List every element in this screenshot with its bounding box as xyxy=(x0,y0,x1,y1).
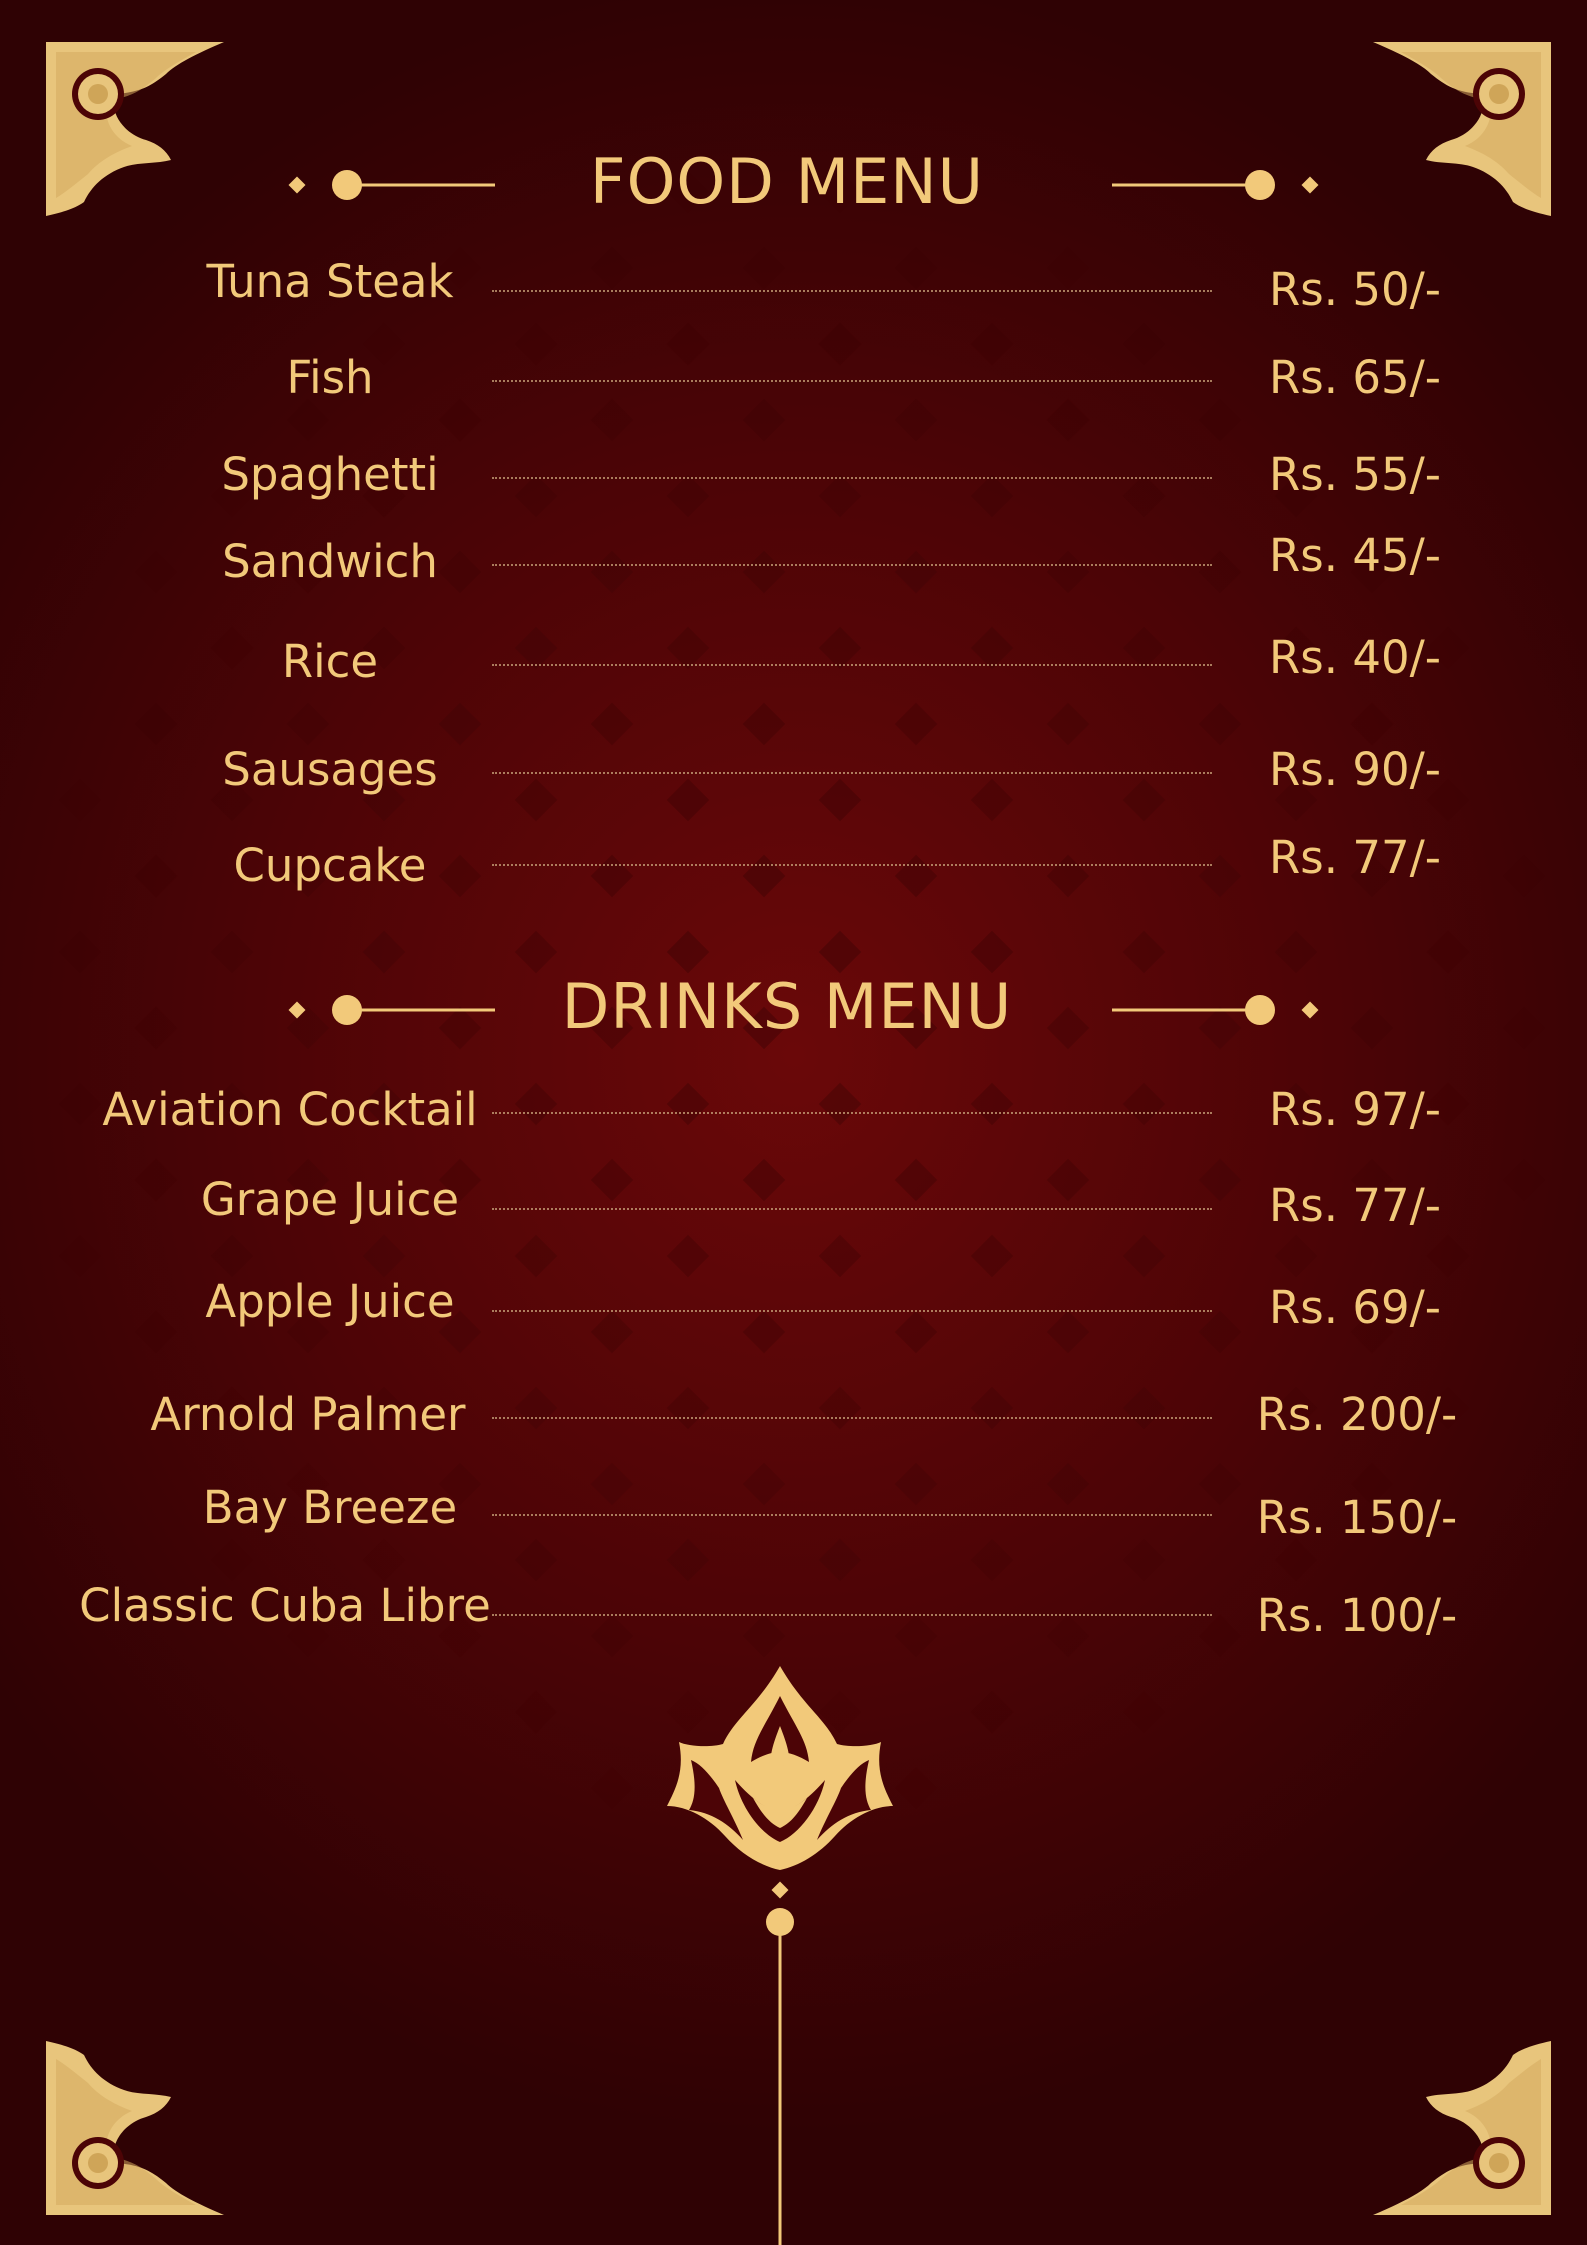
background-diamond xyxy=(363,931,405,973)
background-diamond xyxy=(1351,703,1393,745)
drink-item-price: Rs. 100/- xyxy=(1256,1589,1458,1642)
drink-item-name: Classic Cuba Libre xyxy=(79,1579,491,1632)
food-item-row xyxy=(0,348,1587,408)
drink-item-row xyxy=(0,1385,1587,1445)
lotus-icon xyxy=(665,1660,895,2245)
background-diamond xyxy=(895,1767,937,1809)
background-diamond xyxy=(667,931,709,973)
dotted-leader xyxy=(492,477,1212,479)
food-item-price: Rs. 50/- xyxy=(1269,263,1441,316)
drink-item-row xyxy=(0,1080,1587,1140)
dotted-leader xyxy=(492,664,1212,666)
dotted-leader xyxy=(492,1112,1212,1114)
drink-item-price: Rs. 69/- xyxy=(1269,1281,1441,1334)
background-diamond xyxy=(1351,1007,1393,1049)
ornate-corner-icon xyxy=(1371,2040,1551,2215)
dotted-leader xyxy=(492,1514,1212,1516)
food-item-price: Rs. 55/- xyxy=(1269,448,1441,501)
background-diamond xyxy=(363,1539,405,1581)
background-diamond xyxy=(1427,931,1469,973)
background-diamond xyxy=(439,703,481,745)
food-item-name: Rice xyxy=(281,635,379,688)
food-item-price: Rs. 65/- xyxy=(1269,351,1441,404)
background-diamond xyxy=(515,1235,557,1277)
background-diamond xyxy=(971,1235,1013,1277)
background-diamond xyxy=(971,1539,1013,1581)
background-diamond xyxy=(135,1007,177,1049)
food-item-name: Sandwich xyxy=(222,535,438,588)
background-diamond xyxy=(1047,1007,1089,1049)
drink-item-name: Grape Juice xyxy=(200,1173,460,1226)
drink-item-price: Rs. 77/- xyxy=(1269,1179,1441,1232)
food-item-name: Sausages xyxy=(222,743,438,796)
background-diamond xyxy=(1047,703,1089,745)
background-diamond xyxy=(819,1235,861,1277)
background-diamond xyxy=(819,931,861,973)
background-diamond xyxy=(971,931,1013,973)
ornate-corner-icon xyxy=(46,2040,226,2215)
dot-line-divider-icon xyxy=(1110,170,1320,200)
food-item-name: Spaghetti xyxy=(221,448,439,501)
background-diamond xyxy=(135,703,177,745)
drink-item-row xyxy=(0,1579,1587,1642)
drinks-menu-title: DRINKS MENU xyxy=(561,970,1013,1043)
background-diamond xyxy=(515,1539,557,1581)
drink-item-price: Rs. 150/- xyxy=(1256,1491,1458,1544)
dot-line-divider-icon xyxy=(287,170,497,200)
dotted-leader xyxy=(492,1417,1212,1419)
ornate-corner-icon xyxy=(1371,42,1551,217)
drink-item-name: Arnold Palmer xyxy=(150,1388,466,1441)
food-item-price: Rs. 40/- xyxy=(1269,631,1441,684)
background-diamond xyxy=(211,1539,253,1581)
background-diamond xyxy=(895,703,937,745)
drink-item-row xyxy=(0,1173,1587,1236)
dotted-leader xyxy=(492,380,1212,382)
background-diamond xyxy=(1199,703,1241,745)
background-diamond xyxy=(211,1235,253,1277)
background-diamond xyxy=(591,1767,633,1809)
background-diamond xyxy=(1427,1235,1469,1277)
dotted-leader xyxy=(492,1208,1212,1210)
drink-item-row xyxy=(0,1482,1587,1542)
background-diamond xyxy=(59,931,101,973)
background-diamond xyxy=(1123,931,1165,973)
dotted-leader xyxy=(492,564,1212,566)
ornate-corner-icon xyxy=(46,42,226,217)
food-item-name: Cupcake xyxy=(233,839,427,892)
background-diamond xyxy=(743,703,785,745)
dotted-leader xyxy=(492,290,1212,292)
background-diamond xyxy=(1123,1539,1165,1581)
food-item-row xyxy=(0,632,1587,692)
food-item-price: Rs. 77/- xyxy=(1269,831,1441,884)
food-item-row xyxy=(0,445,1587,505)
drink-item-price: Rs. 200/- xyxy=(1256,1388,1458,1441)
food-item-row xyxy=(0,832,1587,892)
background-diamond xyxy=(287,703,329,745)
dotted-leader xyxy=(492,1310,1212,1312)
dot-line-divider-icon xyxy=(287,995,497,1025)
drink-item-name: Aviation Cocktail xyxy=(102,1083,478,1136)
background-diamond xyxy=(515,931,557,973)
background-diamond xyxy=(1123,1691,1165,1733)
background-diamond xyxy=(1275,931,1317,973)
background-diamond xyxy=(971,1691,1013,1733)
dot-line-divider-icon xyxy=(1110,995,1320,1025)
background-diamond xyxy=(59,1235,101,1277)
food-item-name: Tuna Steak xyxy=(206,255,454,308)
background-diamond xyxy=(591,703,633,745)
background-diamond xyxy=(667,1539,709,1581)
food-item-name: Fish xyxy=(286,351,374,404)
background-diamond xyxy=(1275,1235,1317,1277)
background-diamond xyxy=(363,1235,405,1277)
dotted-leader xyxy=(492,864,1212,866)
drink-item-name: Apple Juice xyxy=(205,1275,455,1328)
background-diamond xyxy=(211,931,253,973)
food-item-row xyxy=(0,255,1587,318)
background-diamond xyxy=(667,1235,709,1277)
food-item-price: Rs. 45/- xyxy=(1269,529,1441,582)
background-diamond xyxy=(515,1691,557,1733)
drink-item-row xyxy=(0,1275,1587,1338)
dotted-leader xyxy=(492,1614,1212,1616)
food-menu-title: FOOD MENU xyxy=(589,145,985,218)
background-diamond xyxy=(819,1539,861,1581)
drink-item-name: Bay Breeze xyxy=(202,1481,458,1534)
dotted-leader xyxy=(492,772,1212,774)
background-diamond xyxy=(1123,1235,1165,1277)
food-item-price: Rs. 90/- xyxy=(1269,743,1441,796)
background-diamond xyxy=(1503,1007,1545,1049)
food-item-row xyxy=(0,529,1587,592)
food-item-row xyxy=(0,740,1587,800)
drink-item-price: Rs. 97/- xyxy=(1269,1083,1441,1136)
